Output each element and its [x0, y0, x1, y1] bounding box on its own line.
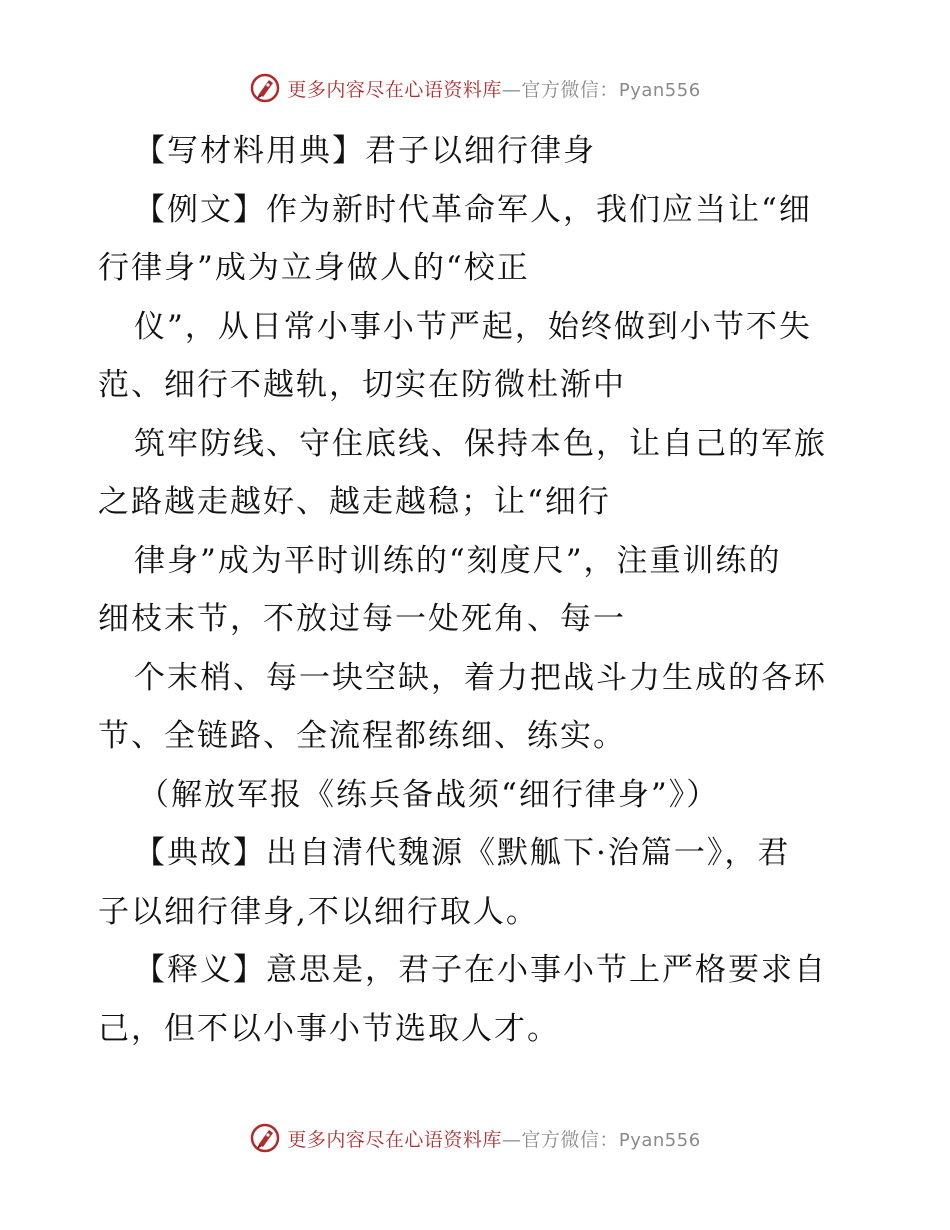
watermark-main: 更多内容尽在心语资料库 — [287, 1128, 502, 1151]
document-line: 子以细行律身,不以细行取人。 — [98, 893, 539, 930]
watermark-text — [287, 1125, 700, 1152]
document-line: 【例文】作为新时代革命军人，我们应当让“细 — [134, 191, 812, 228]
document-line: （解放军报《练兵备战须“细行律身”》） — [138, 776, 720, 813]
header-watermark — [0, 72, 950, 104]
document-line: 行律身”成为立身做人的“校正 — [98, 250, 530, 286]
pen-nib-logo-icon — [249, 72, 281, 104]
document-line: 范、细行不越轨，切实在防微杜渐中 — [98, 367, 626, 403]
watermark-sub: 官方微信： — [521, 1128, 619, 1151]
watermark-separator: — — [501, 78, 522, 101]
watermark-sub: 官方微信： — [521, 78, 619, 101]
document-line: 节、全链路、全流程都练细、练实。 — [98, 718, 626, 754]
document-body — [98, 122, 858, 1058]
footer-watermark — [0, 1122, 950, 1154]
document-line: 之路越走越好、越走越稳；让“细行 — [98, 484, 611, 520]
document-line: 律身”成为平时训练的“刻度尺”，注重训练的 — [134, 542, 782, 579]
watermark-wechat-id: Pyan556 — [618, 1129, 701, 1151]
document-line: 【释义】意思是，君子在小事小节上严格要求自 — [134, 952, 827, 988]
document-line: 细枝末节，不放过每一处死角、每一 — [98, 601, 626, 637]
watermark-text — [287, 75, 700, 102]
document-line: 【典故】出自清代魏源《默觚下·治篇一》，君 — [134, 835, 791, 871]
document-line: 个末梢、每一块空缺，着力把战斗力生成的各环 — [134, 659, 827, 696]
document-line: 仪”，从日常小事小节严起，始终做到小节不失 — [134, 308, 812, 345]
pen-nib-logo-icon — [249, 1122, 281, 1154]
document-line: 筑牢防线、守住底线、保持本色，让自己的军旅 — [134, 425, 827, 462]
watermark-main: 更多内容尽在心语资料库 — [287, 78, 502, 101]
watermark-separator: — — [501, 1128, 522, 1151]
document-line: 己，但不以小事小节选取人才。 — [98, 1010, 560, 1047]
watermark-wechat-id: Pyan556 — [618, 79, 701, 101]
document-line: 【写材料用典】君子以细行律身 — [134, 133, 596, 169]
